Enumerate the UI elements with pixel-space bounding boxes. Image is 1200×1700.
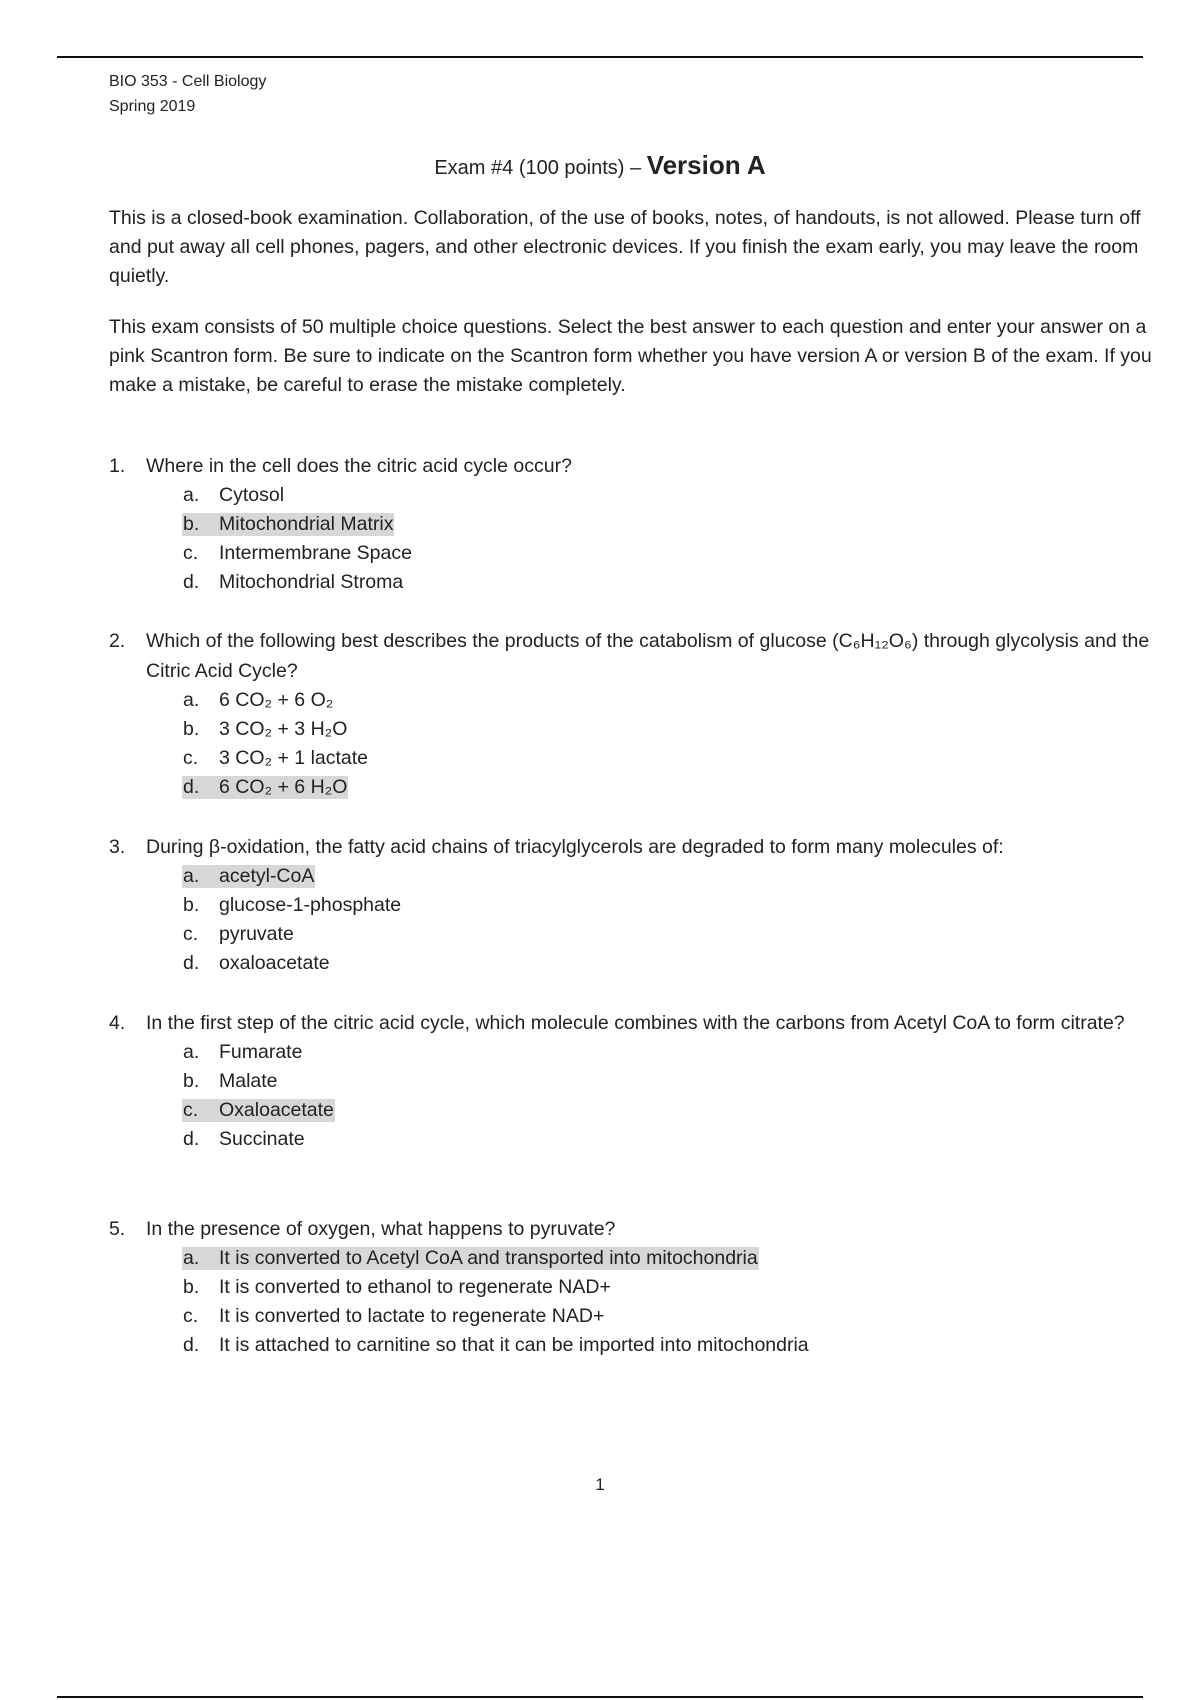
answer-option: d. oxaloacetate <box>183 952 330 974</box>
top-rule <box>57 56 1143 58</box>
answer-option: c. Intermembrane Space <box>183 542 412 564</box>
question-4 <box>109 1008 1169 1154</box>
answer-option: a. Cytosol <box>183 484 285 506</box>
answer-option: d. Succinate <box>183 1128 305 1150</box>
answer-option-highlighted: c. Oxaloacetate <box>183 1099 334 1121</box>
question-text <box>109 451 1169 481</box>
course-name: BIO 353 - Cell Biology <box>109 73 267 90</box>
question-text <box>109 1214 1169 1244</box>
answer-option-highlighted: a. It is converted to Acetyl CoA and transported into mitochondria <box>183 1247 758 1269</box>
answer-option: d. Mitochondrial Stroma <box>183 571 404 593</box>
question-1 <box>109 451 1169 597</box>
answer-option: b. 3 CO₂ + 3 H₂O <box>183 718 348 740</box>
question-stem: In the presence of oxygen, what happens to pyruvate? <box>146 1218 616 1240</box>
question-number: 1. <box>109 455 126 477</box>
instructions-paragraph-1: This is a closed-book examination. Collaboration, of the use of books, notes, of handouts, is not allowed. Please turn off and put away all cell phones, pagers, and other electronic devices. If you finish the exam early, you may leave the room quietly. <box>109 207 1141 287</box>
question-3 <box>109 832 1169 978</box>
answer-options <box>109 481 1169 597</box>
answer-option: a. Fumarate <box>183 1041 303 1063</box>
question-number: 5. <box>109 1218 126 1240</box>
question-2 <box>109 626 1169 802</box>
answer-options <box>109 1038 1169 1154</box>
answer-option: a. 6 CO₂ + 6 O₂ <box>183 689 334 711</box>
answer-option-highlighted: d. 6 CO₂ + 6 H₂O <box>183 776 348 798</box>
question-text <box>109 626 1169 686</box>
question-text <box>109 832 1169 862</box>
answer-option-highlighted: b. Mitochondrial Matrix <box>183 513 394 535</box>
answer-option: c. 3 CO₂ + 1 lactate <box>183 747 369 769</box>
question-text <box>109 1008 1169 1038</box>
answer-option: c. It is converted to lactate to regenerate NAD+ <box>183 1305 605 1327</box>
question-stem: In the first step of the citric acid cycle, which molecule combines with the carbons from Acetyl CoA to form citrate? <box>146 1012 1125 1034</box>
question-stem: During β-oxidation, the fatty acid chains of triacylglycerols are degraded to form many molecules of: <box>146 836 1004 858</box>
course-term: Spring 2019 <box>109 98 196 115</box>
answer-option-highlighted: a. acetyl-CoA <box>183 865 315 887</box>
question-5 <box>109 1214 1169 1360</box>
answer-options <box>109 686 1169 802</box>
question-stem: Where in the cell does the citric acid cycle occur? <box>146 455 572 477</box>
answer-option: d. It is attached to carnitine so that it can be imported into mitochondria <box>183 1334 809 1356</box>
question-stem: Which of the following best describes the products of the catabolism of glucose (C₆H₁₂O₆) through glycolysis and the Citric Acid Cycle? <box>146 630 1150 682</box>
question-number: 4. <box>109 1012 126 1034</box>
question-number: 3. <box>109 836 126 858</box>
bottom-rule <box>57 1696 1143 1698</box>
exam-title-main: Exam #4 (100 points) – <box>434 157 647 179</box>
instructions-paragraph-2: This exam consists of 50 multiple choice questions. Select the best answer to each question and enter your answer on a pink Scantron form. Be sure to indicate on the Scantron form whether you have version A or version B of the exam. If you make a mistake, be careful to erase the mistake completely. <box>109 316 1152 396</box>
answer-option: b. glucose-1-phosphate <box>183 894 402 916</box>
answer-options <box>109 862 1169 978</box>
exam-title <box>0 150 1200 181</box>
answer-option: b. It is converted to ethanol to regenerate NAD+ <box>183 1276 611 1298</box>
answer-option: c. pyruvate <box>183 923 294 945</box>
answer-option: b. Malate <box>183 1070 278 1092</box>
question-number: 2. <box>109 630 126 652</box>
exam-version: Version A <box>646 150 766 180</box>
answer-options <box>109 1244 1169 1360</box>
page-number: 1 <box>595 1475 605 1494</box>
